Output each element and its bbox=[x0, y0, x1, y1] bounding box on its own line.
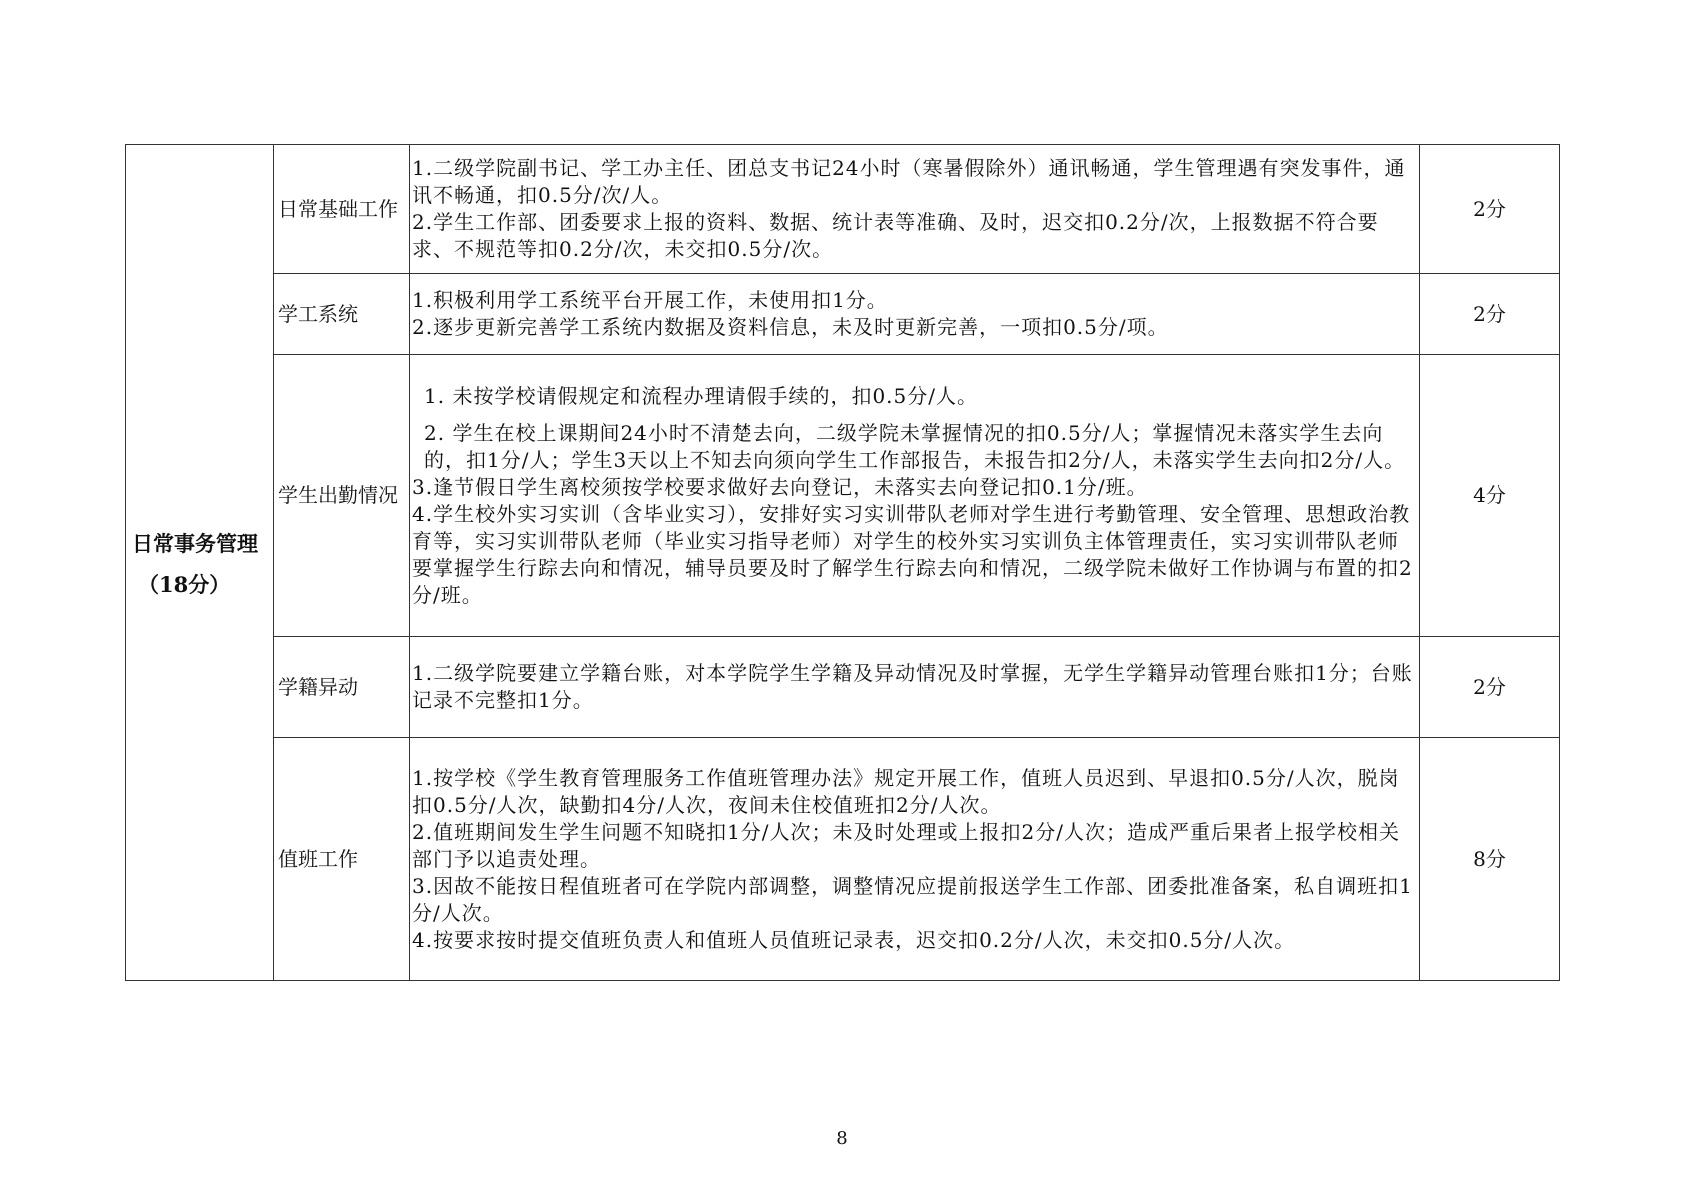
criteria-cell bbox=[410, 274, 1420, 355]
item-name: 值班工作 bbox=[274, 738, 410, 981]
item-score: 8分 bbox=[1420, 738, 1560, 981]
item-name: 学籍异动 bbox=[274, 637, 410, 738]
item-name: 日常基础工作 bbox=[274, 145, 410, 274]
criteria-cell bbox=[410, 738, 1420, 981]
criteria-cell bbox=[410, 637, 1420, 738]
criteria-cell bbox=[410, 145, 1420, 274]
criteria-line: 1. 未按学校请假规定和流程办理请假手续的，扣0.5分/人。 bbox=[424, 383, 978, 408]
criteria-line: 2. 学生在校上课期间24小时不清楚去向，二级学院未掌握情况的扣0.5分/人；掌握情况未落实学生去向的，扣1分/人；学生3天以上不知去向须向学生工作部报告，未报告扣2分/人，未落实学生去向扣2分/人。 bbox=[424, 420, 1406, 472]
criteria-line: 1.二级学院副书记、学工办主任、团总支书记24小时（寒暑假除外）通讯畅通，学生管理遇有突发事件，通讯不畅通，扣0.5分/次/人。 bbox=[412, 156, 1406, 207]
item-score: 2分 bbox=[1420, 145, 1560, 274]
criteria-cell bbox=[410, 355, 1420, 637]
criteria-line: 3.因故不能按日程值班者可在学院内部调整，调整情况应提前报送学生工作部、团委批准备案，私自调班扣1分/人次。 bbox=[412, 873, 1413, 925]
table-row bbox=[126, 274, 1560, 355]
criteria-line: 4.学生校外实习实训（含毕业实习），安排好实习实训带队老师对学生进行考勤管理、安全管理、思想政治教育等，实习实训带队老师（毕业实习指导老师）对学生的校外实习实训负主体管理责任，实习实训带队老师要掌握学生行踪去向和情况，辅导员要及时了解学生行踪去向和情况，二级学院未做好工作协调与布置的扣2分/班。 bbox=[412, 501, 1413, 607]
criteria-line: 4.按要求按时提交值班负责人和值班人员值班记录表，迟交扣0.2分/人次，未交扣0.5分/人次。 bbox=[412, 927, 1296, 952]
table-row bbox=[126, 145, 1560, 274]
table-row bbox=[126, 355, 1560, 637]
assessment-table bbox=[125, 144, 1560, 981]
category-title: 日常事务管理 bbox=[132, 531, 258, 556]
category-cell bbox=[126, 145, 274, 981]
table-row bbox=[126, 738, 1560, 981]
criteria-line: 1.按学校《学生教育管理服务工作值班管理办法》规定开展工作，值班人员迟到、早退扣0.5分/人次，脱岗扣0.5分/人次，缺勤扣4分/人次，夜间未住校值班扣2分/人次。 bbox=[412, 765, 1400, 817]
page-number: 8 bbox=[836, 1128, 848, 1149]
item-score: 2分 bbox=[1420, 274, 1560, 355]
criteria-line: 1.积极利用学工系统平台开展工作，未使用扣1分。 bbox=[412, 288, 888, 312]
category-score: （18分） bbox=[138, 572, 231, 597]
criteria-line: 1.二级学院要建立学籍台账，对本学院学生学籍及异动情况及时掌握，无学生学籍异动管理台账扣1分；台账记录不完整扣1分。 bbox=[412, 661, 1413, 712]
item-name: 学工系统 bbox=[274, 274, 410, 355]
criteria-line: 2.值班期间发生学生问题不知晓扣1分/人次；未及时处理或上报扣2分/人次；造成严重后果者上报学校相关部门予以追责处理。 bbox=[412, 819, 1401, 871]
criteria-line: 2.逐步更新完善学工系统内数据及资料信息，未及时更新完善，一项扣0.5分/项。 bbox=[412, 315, 1169, 339]
item-name: 学生出勤情况 bbox=[274, 355, 410, 637]
table-row bbox=[126, 637, 1560, 738]
criteria-line: 2.学生工作部、团委要求上报的资料、数据、统计表等准确、及时，迟交扣0.2分/次，上报数据不符合要求、不规范等扣0.2分/次，未交扣0.5分/次。 bbox=[412, 210, 1379, 261]
item-score: 2分 bbox=[1420, 637, 1560, 738]
criteria-line: 3.逢节假日学生离校须按学校要求做好去向登记，未落实去向登记扣0.1分/班。 bbox=[412, 474, 1148, 499]
item-score: 4分 bbox=[1420, 355, 1560, 637]
